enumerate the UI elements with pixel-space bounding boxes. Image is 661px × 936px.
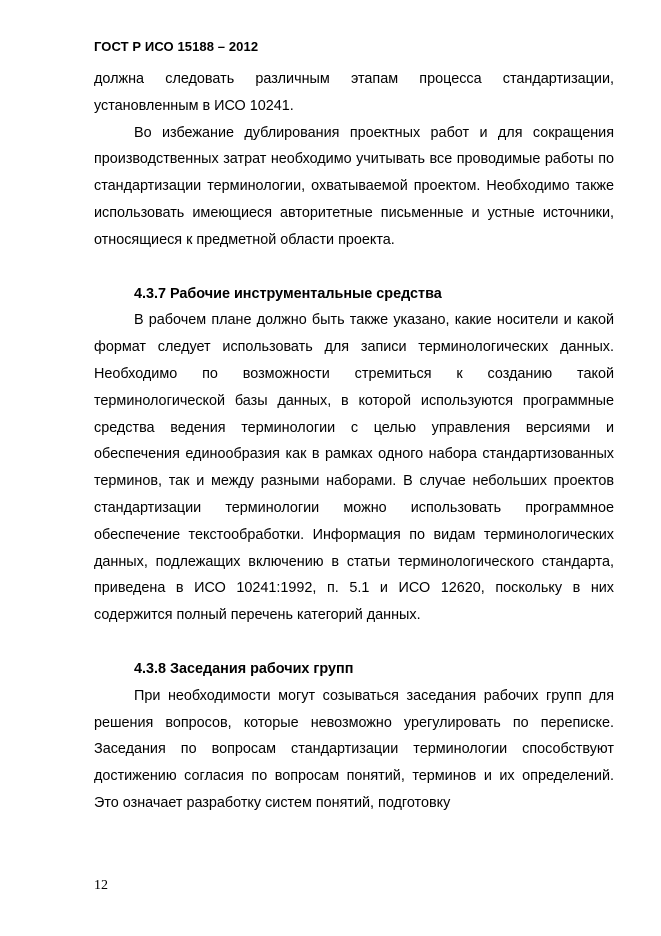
paragraph-avoid-duplication: Во избежание дублирования проектных работ и для сокращения производственных затрат необходимо учитывать все проводимые работы по стандартизации терминологии, охватываемой проектом. Необходимо также использовать имеющиеся авторитетные письменные и устные источники, относящиеся к предметной области проекта. [94,124,614,248]
section-spacer [94,254,614,281]
page-content [94,66,614,817]
section-spacer [94,629,614,656]
paragraph-meetings: При необходимости могут созываться заседания рабочих групп для решения вопросов, которые невозможно урегулировать по переписке. Заседания по вопросам стандартизации терминологии способствуют достижению согласия по вопросам понятий, терминов и их определений. Это означает разработку систем понятий, подготовку [94,687,614,811]
document-header: ГОСТ Р ИСО 15188 – 2012 [94,39,259,54]
section-heading-4-3-8: 4.3.8 Заседания рабочих групп [134,660,354,677]
paragraph-continuation: должна следовать различным этапам процесса стандартизации, установленным в ИСО 10241. [94,71,614,114]
section-heading-4-3-7: 4.3.7 Рабочие инструментальные средства [134,285,442,302]
page-number: 12 [94,878,108,893]
paragraph-tools: В рабочем плане должно быть также указано, какие носители и какой формат следует использовать для записи терминологических данных. Необходимо по возможности стремиться к созданию такой терминологической базы данных, в которой используются программные средства ведения терминологии с целью управления версиями и обеспечения единообразия как в рамках одного набора стандартизованных терминов, так и между разными наборами. В случае небольших проектов стандартизации терминологии можно использовать программное обеспечение текстообработки. Информация по видам терминологических данных, подлежащих включению в статьи терминологического стандарта, приведена в ИСО 10241:1992, п. 5.1 и ИСО 12620, поскольку в них содержится полный перечень категорий данных. [94,312,614,624]
